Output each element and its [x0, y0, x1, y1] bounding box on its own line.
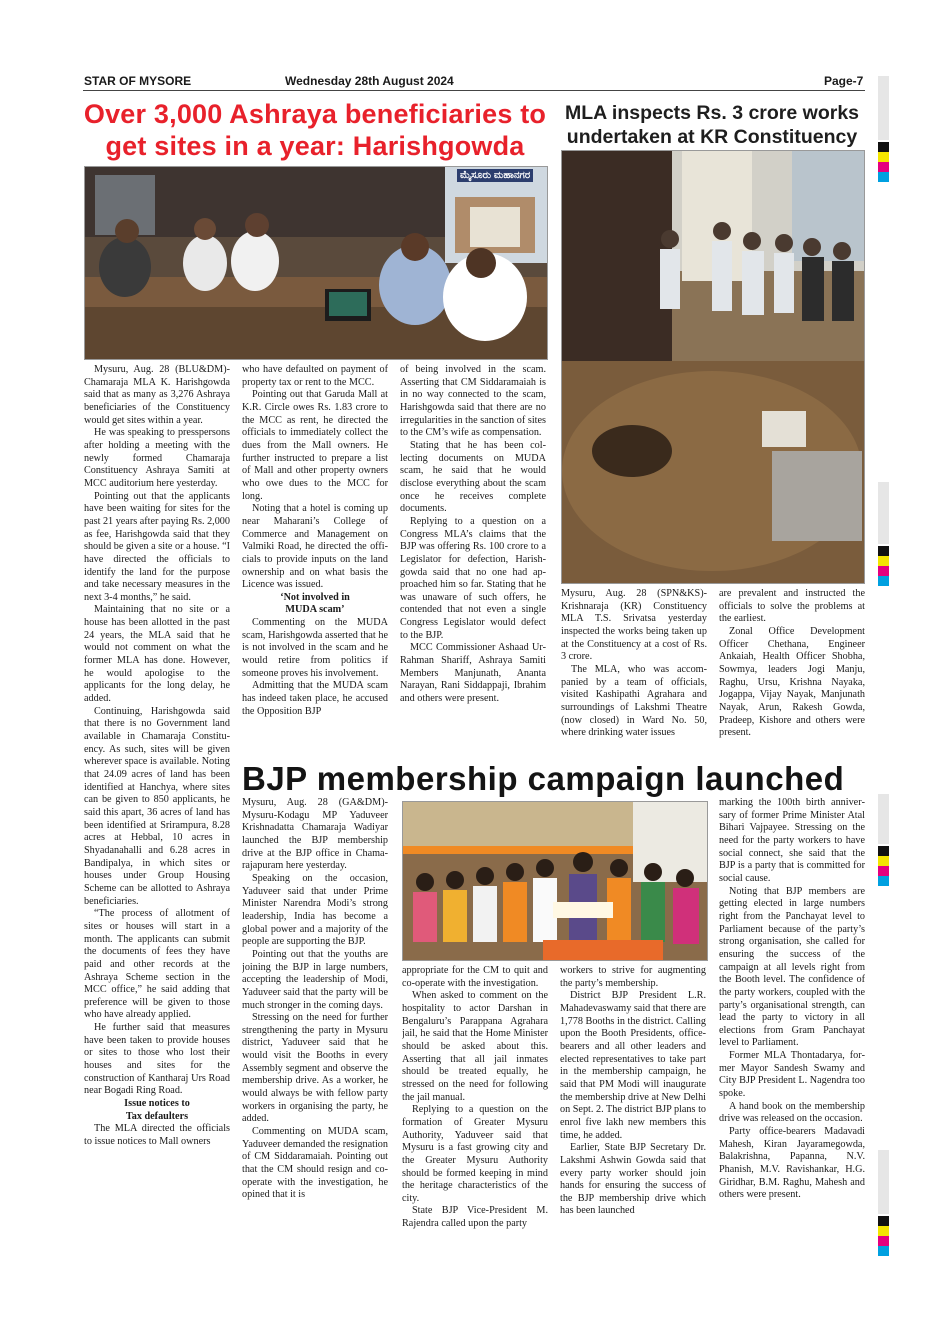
paragraph: Commenting on MUDA scam, Yaduveer demanded the resignation of CM Siddaramaiah. Pointing out that the CM should resign and co-operate with the investigation, he opined that it is: [242, 1126, 388, 1201]
paragraph: Stating that he has been collecting documents on MUDA scam, he said that he would disclose everything about the scam once he receives complete documents.: [400, 439, 546, 515]
paragraph: Pointing out that the youths are joining the BJP in large numbers, accepting the leadership of Modi, Yaduveer said that the party will be much stronger in the coming days.: [242, 948, 388, 1011]
paragraph: Former MLA Thontadarya, former Mayor Sandesh Swamy and City BJP President L. Nagendra too spoke.: [719, 1050, 865, 1100]
subheading: ‘Not involved in: [280, 591, 350, 603]
paragraph: Replying to a question on the formation of Greater Mysuru Authority, Yaduveer said that Mysuru is a fast growing city and the Greater Mysuru Authority should be formed keeping in mind the heritage characteristics of the city.: [402, 1104, 548, 1204]
paragraph: are prevalent and instructed the officials to solve the problems at the earliest.: [719, 588, 865, 625]
story3-column-3: [560, 965, 706, 1265]
registration-mark-black: [878, 1216, 889, 1226]
story3-column-1: [242, 797, 388, 1265]
paragraph: When asked to comment on the hospitality to actor Darshan in Bengaluru’s Parappana Agrahara jail, he said that the Home Minister should be asked about this. Asserting that all jail inmates should be treated equally, he stressed on the need for following the jail manual.: [402, 990, 548, 1103]
registration-mark-cyan: [878, 576, 889, 586]
paragraph: Speaking on the occasion, Yaduveer said that under Prime Minister Narendra Modi’s strong leadership, India has become a global power and a majority of the people are supporting the BJP.: [242, 872, 388, 948]
paragraph: Pointing out that the applicants have been waiting for sites for the past 21 years after paying Rs. 2,000 as fee, Harishgowda said that they should be given a site or a house. “I have directed the officials to identify the land for the purpose and take necessary measures in the next 3-4 months,” he said.: [84, 490, 230, 603]
paragraph: Zonal Office Development Officer Chethana, Engineer Ankaiah, Health Officer Shobha, Sowmya, leaders Jogi Manju, Raghu, Ursu, Krishna Nayaka, Jogappa, Vijay Nayak, Manjunath Nayak, Arun, Rakesh Gowda, Pradeep, Kishore and others were present.: [719, 625, 865, 739]
inspection-photo-drawing: [562, 151, 864, 583]
paragraph: Mysuru, Aug. 28 (GA&DM)- Mysuru-Kodagu MP Yaduveer Krishnadatta Chamaraja Wadiyar launched the BJP membership drive at the BJP office in Chamarajapuram here yesterday.: [242, 797, 388, 872]
paragraph: marking the 100th birth anniversary of former Prime Minister Atal Bihari Vajpayee. Stressing on the need for the party workers to have social connect, she said that the BJP is a party that is committed for social cause.: [719, 797, 865, 884]
paragraph: State BJP Vice-President M. Rajendra called upon the party: [402, 1205, 548, 1230]
registration-mark-magenta: [878, 1236, 889, 1246]
registration-mark-yellow: [878, 556, 889, 566]
paragraph: Stressing on the need for further strengthening the party in Mysuru district, Yaduveer said that he would visit the Booths in every Assembly segment and observe the membership drive. As a worker, he would always be with fellow party workers in organising the party, he added.: [242, 1012, 388, 1125]
margin-grey-bar: [878, 794, 889, 844]
paragraph: Admitting that the MUDA scam has indeed taken place, he accused the Opposition BJP: [242, 680, 388, 717]
story2-headline: MLA inspects Rs. 3 crore works undertaken at KR Constituency: [564, 102, 860, 148]
registration-mark-cyan: [878, 1246, 889, 1256]
paragraph: Party office-bearers Madavadi Mahesh, Kiran Jayaramegowda, Balakrishna, Papanna, N.V. Phanish, M.V. Ravishankar, H.G. Giridhar, B.M. Raghu, Mahesh and others were present.: [719, 1126, 865, 1201]
registration-mark-magenta: [878, 566, 889, 576]
masthead-rule: [83, 90, 865, 91]
page-number: Page-7: [824, 74, 864, 88]
paragraph: Pointing out that Garuda Mall at K.R. Circle owes Rs. 1.83 crore to the MCC as rent, he directed the officials to immediately collect the dues from the Mall owners. He further instructed to prepare a list of Mall and other property owners who owe dues to the MCC for long.: [242, 389, 388, 502]
story3-column-4: [719, 797, 865, 1265]
story1-column-1: [84, 364, 230, 1265]
paragraph: Earlier, State BJP Secretary Dr. Lakshmi Ashwin Gowda said that every party worker should join hands for ensuring the success of the BJP membership drive which has been launched: [560, 1142, 706, 1217]
story1-headline: Over 3,000 Ashraya beneficiaries to get sites in a year: Harishgowda: [83, 99, 547, 161]
registration-mark-black: [878, 846, 889, 856]
paragraph: He further said that measures have been taken to provide houses or sites to those who lost their houses and sites for the construction of Kantharaj Urs Road near Bogadi Ring Road.: [84, 1022, 230, 1097]
paragraph: Noting that a hotel is coming up near Maharani’s College of Commerce and Management on Valmiki Road, he directed the officials to provide inputs on the land ownership and on what basis the Licence was issued.: [242, 503, 388, 591]
meeting-photo: [84, 166, 548, 360]
margin-grey-bar: [878, 482, 889, 544]
subheading: Issue notices to: [124, 1098, 190, 1110]
registration-mark-yellow: [878, 1226, 889, 1236]
paragraph: A hand book on the membership drive was released on the occasion.: [719, 1100, 865, 1125]
building-sign: ಮೈಸೂರು ಮಹಾನಗರ: [457, 169, 533, 182]
paragraph: Mysuru, Aug. 28 (BLU&DM)- Chamaraja MLA K. Harishgowda said that as many as 3,276 Ashraya beneficiaries of the Constituency would get sites within a year.: [84, 364, 230, 426]
story3-column-2: [402, 965, 548, 1265]
paragraph: Commenting on the MUDA scam, Harishgowda asserted that he is not involved in the scam and he would retire from politics if someone proves his involvement.: [242, 617, 388, 679]
subheading: MUDA scam’: [285, 604, 345, 616]
paper-name: STAR OF MYSORE: [84, 74, 192, 88]
paragraph: Continuing, Harishgowda said that there is no Government land available in Chamaraja Constituency. As such, sites will be given wherever space is available. Noting that 24.09 acres of land has been identified at Hanchya, where sites can be given to 850 applicants, he said this apart, 36 acres of land has been identified at Srirampura, 8.28 acres at Hebbal, 10 acres in Shyadanahalli and 6.28 acres in Bandipalya, in which sites or houses under Group Housing Scheme can be allotted to Ashraya beneficiaries.: [84, 705, 230, 907]
registration-mark-cyan: [878, 876, 889, 886]
registration-mark-yellow: [878, 856, 889, 866]
subheading: Tax defaulters: [125, 1110, 189, 1122]
registration-mark-black: [878, 546, 889, 556]
story3-headline: BJP membership campaign launched: [242, 760, 845, 797]
meeting-photo-drawing: [85, 167, 547, 359]
paragraph: The MLA directed the officials to issue notices to Mall owners: [84, 1123, 230, 1148]
registration-mark-black: [878, 142, 889, 152]
issue-date: Wednesday 28th August 2024: [285, 74, 454, 88]
story2-column-2: [719, 588, 865, 760]
story1-column-3: [400, 364, 546, 760]
paragraph: workers to strive for augmenting the party’s membership.: [560, 965, 706, 989]
paragraph: of being involved in the scam. Asserting that CM Siddaramaiah is in no way connected to the scam, Harishgowda said that there are no irregularities in the sanction of sites to the CM’s wife as compensation.: [400, 364, 546, 439]
margin-grey-bar: [878, 76, 889, 140]
bjp-campaign-photo: [402, 801, 708, 961]
paragraph: appropriate for the CM to quit and co-operate with the investigation.: [402, 965, 548, 989]
paragraph: District BJP President L.R. Mahadevaswamy said that there are 1,778 Booths in the district. Calling upon the Booth Presidents, office-bearers and all other leaders and elected representatives to take part in the membership campaign, he said that PM Modi will inaugurate the membership drive at New Delhi on Sept. 2. The district BJP plans to enrol five lakh new members this time, he added.: [560, 990, 706, 1141]
registration-mark-cyan: [878, 172, 889, 182]
paragraph: The MLA, who was accompanied by a team of officials, visited Kashipathi Agrahara and surroundings of Lakshmi Theatre (now closed) in Ward No. 50, where drinking water issues: [561, 663, 707, 739]
paragraph: “The process of allotment of sites or houses will start in a month. The applicants can submit the documents of fees they have paid and other records at the Ashraya Scheme section in the MCC office,” he said adding that preference will be given to those who have already applied.: [84, 908, 230, 1021]
margin-grey-bar: [878, 1150, 889, 1214]
registration-mark-magenta: [878, 162, 889, 172]
registration-mark-yellow: [878, 152, 889, 162]
story1-column-2: [242, 364, 388, 760]
bjp-campaign-photo-drawing: [403, 802, 707, 960]
story2-column-1: [561, 588, 707, 760]
paragraph: Noting that BJP members are getting elected in large numbers right from the Panchayat level to Parliament because of the party’s strong organisation, she called for ensuring the success of the campaign at all levels right from the Booth level. The confidence of the party workers, coupled with the party’s organisational strength, can lead the party to victory in all elections from Gram Panchayat level to Parliament.: [719, 885, 865, 1049]
paragraph: Maintaining that no site or a house has been allotted in the past 24 years, the MLA said that he would not comment on what the former MLA has done. However, he would apologise to the applicants for the long delay, he added.: [84, 604, 230, 705]
inspection-photo: [561, 150, 865, 584]
paragraph: MCC Commissioner Ashaad Ur-Rahman Shariff, Ashraya Samiti Members Manjunath, Ananta Narayan, Rani Siddappaji, Ibrahim and others were present.: [400, 642, 546, 705]
paragraph: Mysuru, Aug. 28 (SPN&KS)- Krishnaraja (KR) Constituency MLA T.S. Srivatsa yesterday inspected the works being taken up at the Constituency at a cost of Rs. 3 crore.: [561, 588, 707, 663]
paragraph: He was speaking to presspersons after holding a meeting with the newly formed Chamaraja Constituency Ashraya Samiti at MCC auditorium here yesterday.: [84, 427, 230, 489]
paragraph: who have defaulted on payment of property tax or rent to the MCC.: [242, 364, 388, 388]
paragraph: Replying to a question on a Congress MLA’s claims that the BJP was offering Rs. 100 crore to a Legislator for defection, Harishgowda said that no one had approached him so far. Stating that he was unaware of such offers, he contended that not even a single Congress Legislator would defect to the BJP.: [400, 515, 546, 641]
registration-mark-magenta: [878, 866, 889, 876]
